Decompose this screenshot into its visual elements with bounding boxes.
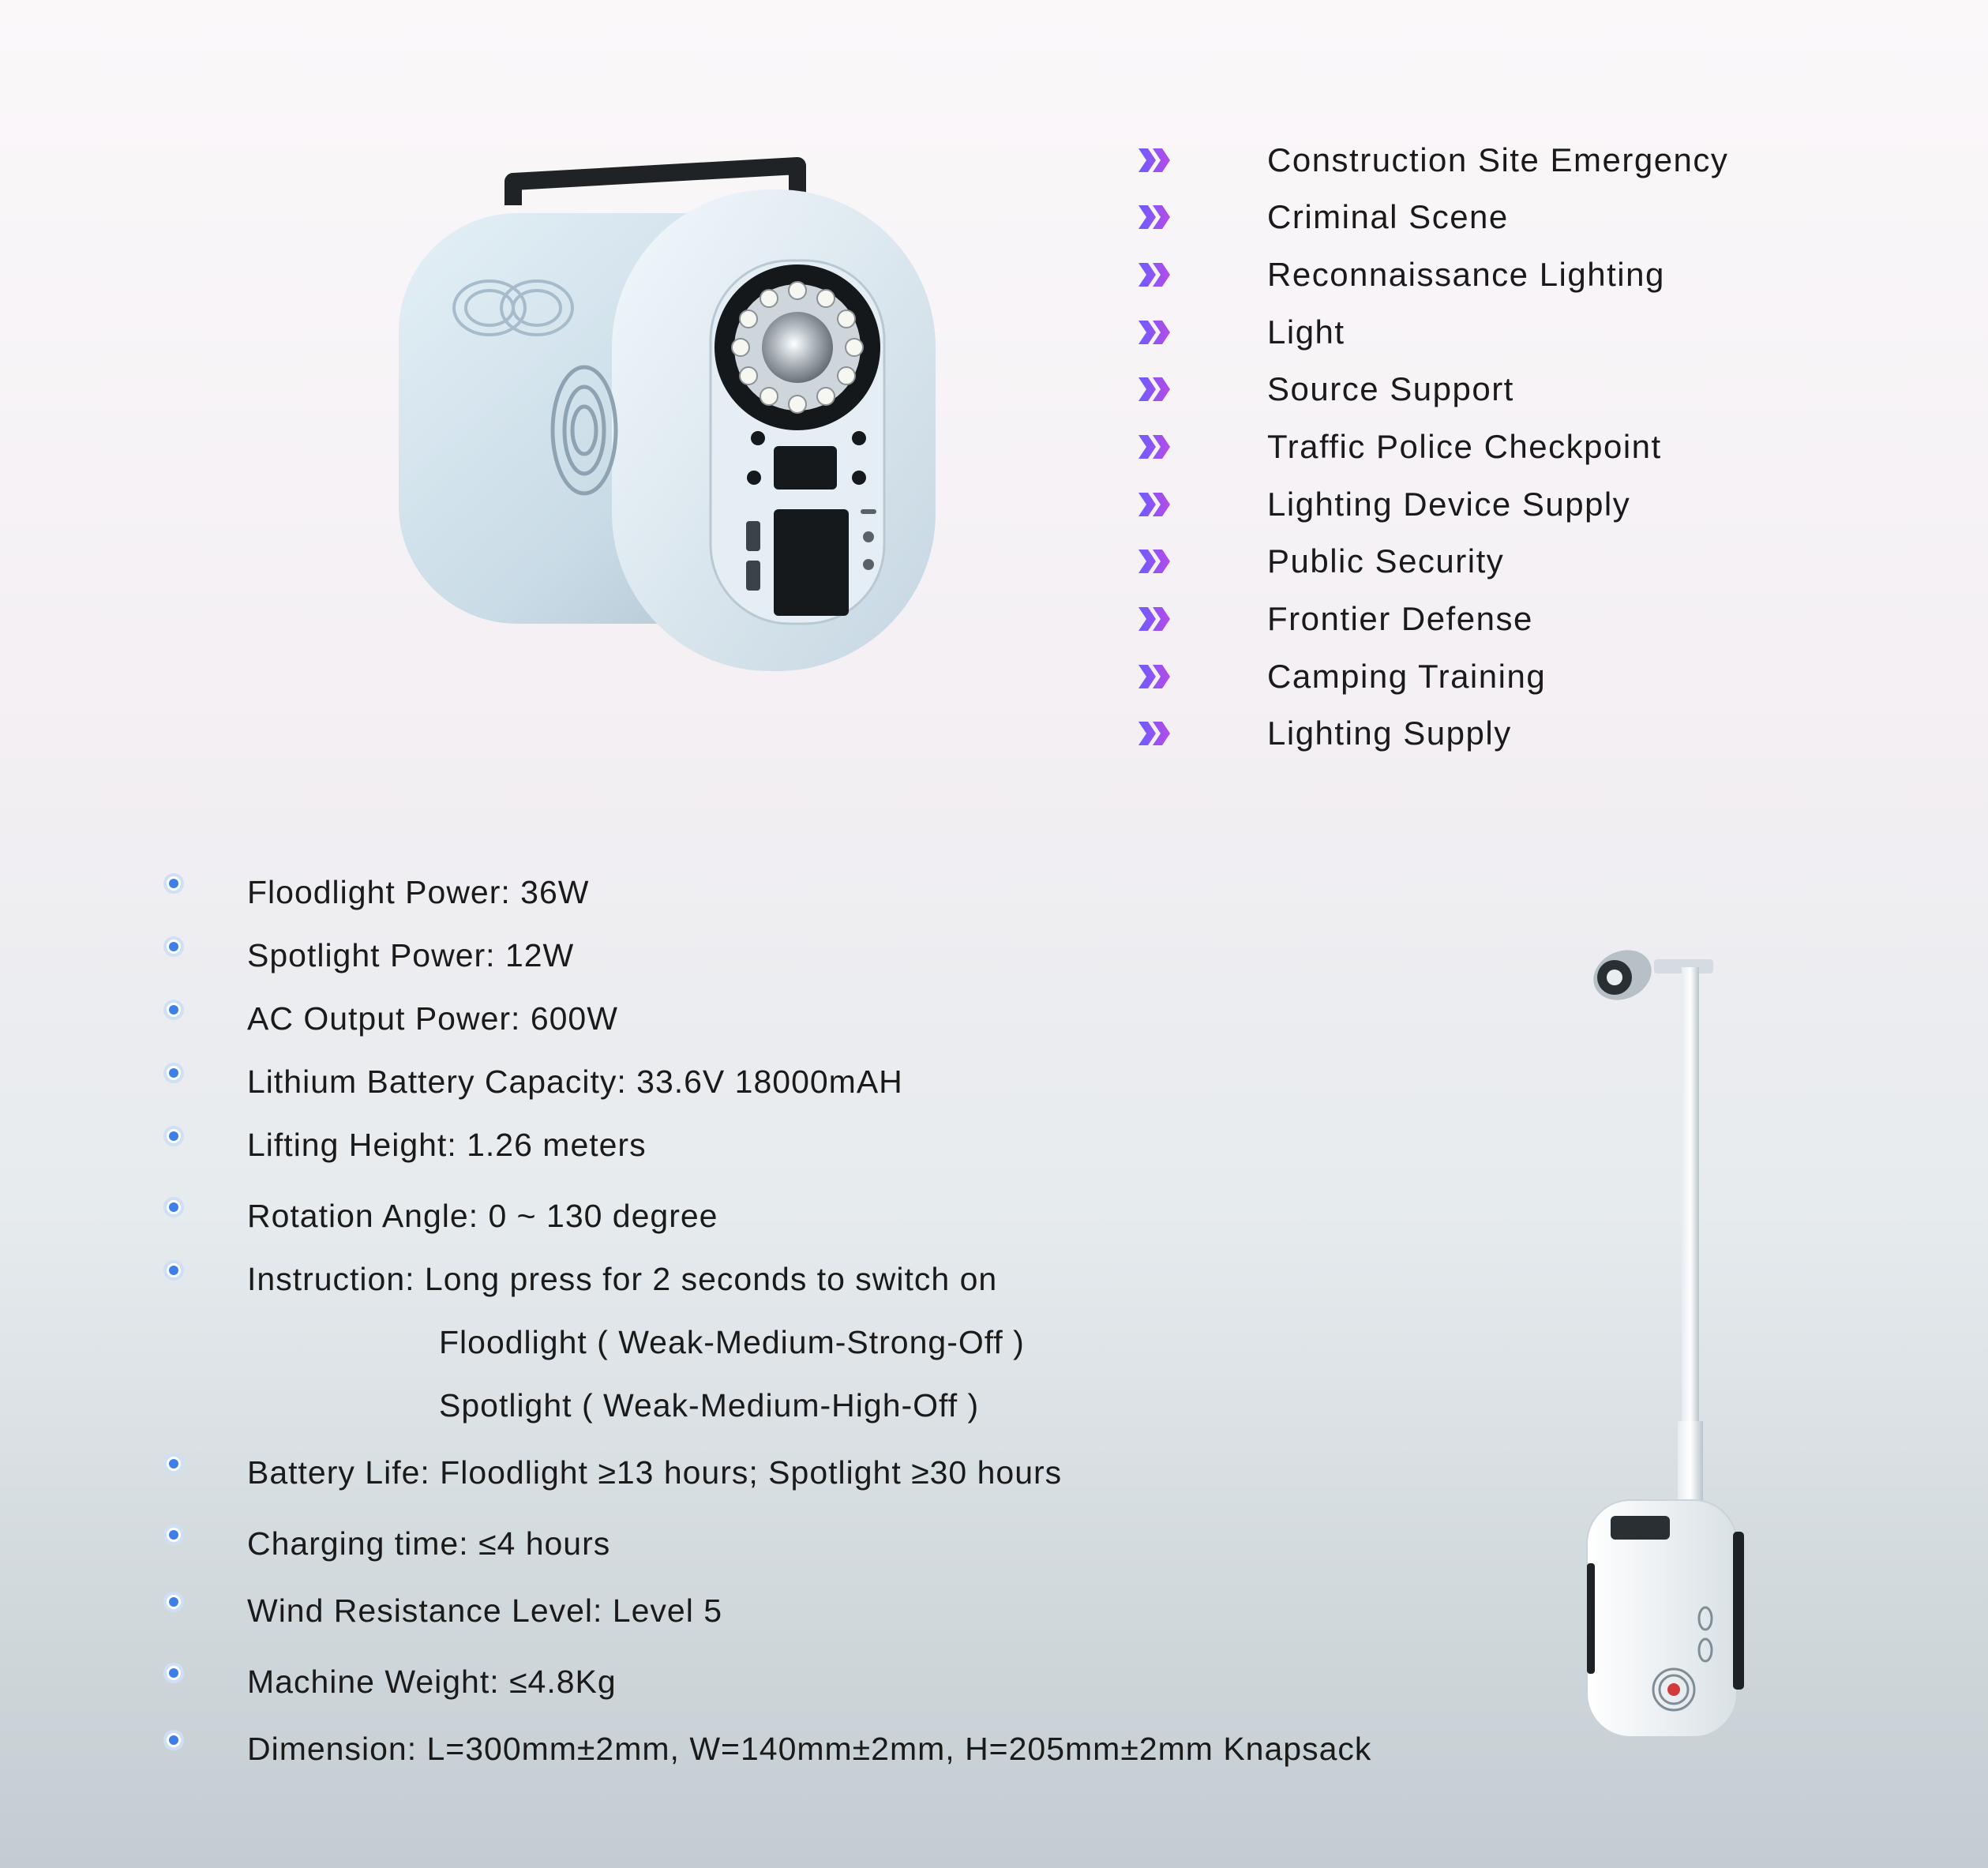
- application-label: Lighting Supply: [1267, 715, 1512, 752]
- application-label: Frontier Defense: [1267, 600, 1533, 637]
- bullet-dot-icon: [162, 1124, 186, 1148]
- bullet-dot-icon: [162, 1061, 186, 1085]
- spec-text: [247, 924, 574, 987]
- double-chevron-icon: [1137, 137, 1224, 184]
- double-chevron-icon: [1137, 251, 1224, 298]
- product-image-box: [387, 150, 955, 687]
- bullet-dot-icon: [162, 1728, 186, 1752]
- spec-text: [247, 861, 589, 924]
- spec-item: [162, 1650, 617, 1713]
- spec-item: [162, 1247, 1025, 1437]
- bullet-dot-icon: [162, 1523, 186, 1547]
- spec-line: Spotlight ( Weak-Medium-High-Off ): [439, 1387, 980, 1424]
- spec-text: [247, 1441, 1062, 1504]
- spec-item: [162, 1579, 722, 1642]
- application-label: Construction Site Emergency: [1267, 141, 1729, 178]
- application-label: Public Security: [1267, 542, 1505, 580]
- spec-line: Charging time: ≤4 hours: [247, 1525, 611, 1562]
- bullet-dot-icon: [162, 1590, 186, 1614]
- application-item: [1137, 193, 1509, 241]
- bullet-dot-icon: [162, 1195, 186, 1219]
- bullet-dot-icon: [162, 1661, 186, 1685]
- spec-item: [162, 924, 574, 987]
- double-chevron-icon: [1137, 710, 1224, 757]
- spec-text: [247, 1579, 722, 1642]
- application-label: Camping Training: [1267, 658, 1547, 695]
- spec-item: [162, 1113, 647, 1176]
- spec-text: [247, 1184, 718, 1247]
- bullet-dot-icon: [162, 998, 186, 1022]
- application-item: [1137, 481, 1630, 528]
- spec-text: [247, 987, 618, 1050]
- spec-line: Spotlight Power: 12W: [247, 937, 575, 973]
- application-label: Source Support: [1267, 370, 1514, 407]
- application-item: [1137, 251, 1665, 298]
- bullet-dot-icon: [162, 1452, 186, 1476]
- double-chevron-icon: [1137, 595, 1224, 643]
- spec-line: Machine Weight: ≤4.8Kg: [247, 1664, 617, 1700]
- application-item: [1137, 653, 1546, 700]
- bullet-dot-icon: [162, 872, 186, 895]
- application-label: Light: [1267, 313, 1345, 351]
- spec-text: [247, 1717, 1371, 1780]
- double-chevron-icon: [1137, 309, 1224, 356]
- spec-text: [247, 1512, 610, 1575]
- spec-item: [162, 861, 589, 924]
- spec-item: [162, 1184, 718, 1247]
- double-chevron-icon: [1137, 481, 1224, 528]
- product-image-lamp: [1579, 932, 1761, 1753]
- bullet-dot-icon: [162, 1258, 186, 1282]
- double-chevron-icon: [1137, 423, 1224, 471]
- application-item: [1137, 309, 1345, 356]
- spec-line: AC Output Power: 600W: [247, 1000, 618, 1037]
- application-label: Traffic Police Checkpoint: [1267, 428, 1662, 465]
- spec-line: Floodlight Power: 36W: [247, 874, 590, 910]
- spec-line: Rotation Angle: 0 ~ 130 degree: [247, 1198, 718, 1234]
- double-chevron-icon: [1137, 366, 1224, 413]
- spec-text: [247, 1113, 647, 1176]
- application-item: [1137, 423, 1662, 471]
- spec-line: Lithium Battery Capacity: 33.6V 18000mAH: [247, 1063, 903, 1100]
- application-item: [1137, 366, 1514, 413]
- application-item: [1137, 710, 1512, 757]
- application-item: [1137, 595, 1533, 643]
- spec-line: Dimension: L=300mm±2mm, W=140mm±2mm, H=205mm±2mm Knapsack: [247, 1731, 1372, 1767]
- application-item: [1137, 137, 1728, 184]
- application-label: Reconnaissance Lighting: [1267, 256, 1665, 293]
- application-label: Lighting Device Supply: [1267, 486, 1631, 523]
- spec-item: [162, 987, 618, 1050]
- spec-text: [247, 1050, 903, 1113]
- spec-item: [162, 1512, 610, 1575]
- double-chevron-icon: [1137, 538, 1224, 585]
- double-chevron-icon: [1137, 653, 1224, 700]
- spec-item: [162, 1050, 903, 1113]
- spec-line: Floodlight ( Weak-Medium-Strong-Off ): [439, 1324, 1025, 1360]
- spec-text: [247, 1247, 1025, 1437]
- bullet-dot-icon: [162, 935, 186, 958]
- spec-item: [162, 1717, 1371, 1780]
- double-chevron-icon: [1137, 193, 1224, 241]
- spec-line: Instruction: Long press for 2 seconds to switch on: [247, 1261, 998, 1297]
- spec-item: [162, 1441, 1062, 1504]
- application-label: Criminal Scene: [1267, 198, 1509, 235]
- application-item: [1137, 538, 1504, 585]
- spec-text: [247, 1650, 617, 1713]
- spec-line: Lifting Height: 1.26 meters: [247, 1127, 647, 1163]
- spec-line: Wind Resistance Level: Level 5: [247, 1592, 723, 1629]
- spec-line: Battery Life: Floodlight ≥13 hours; Spotlight ≥30 hours: [247, 1454, 1063, 1491]
